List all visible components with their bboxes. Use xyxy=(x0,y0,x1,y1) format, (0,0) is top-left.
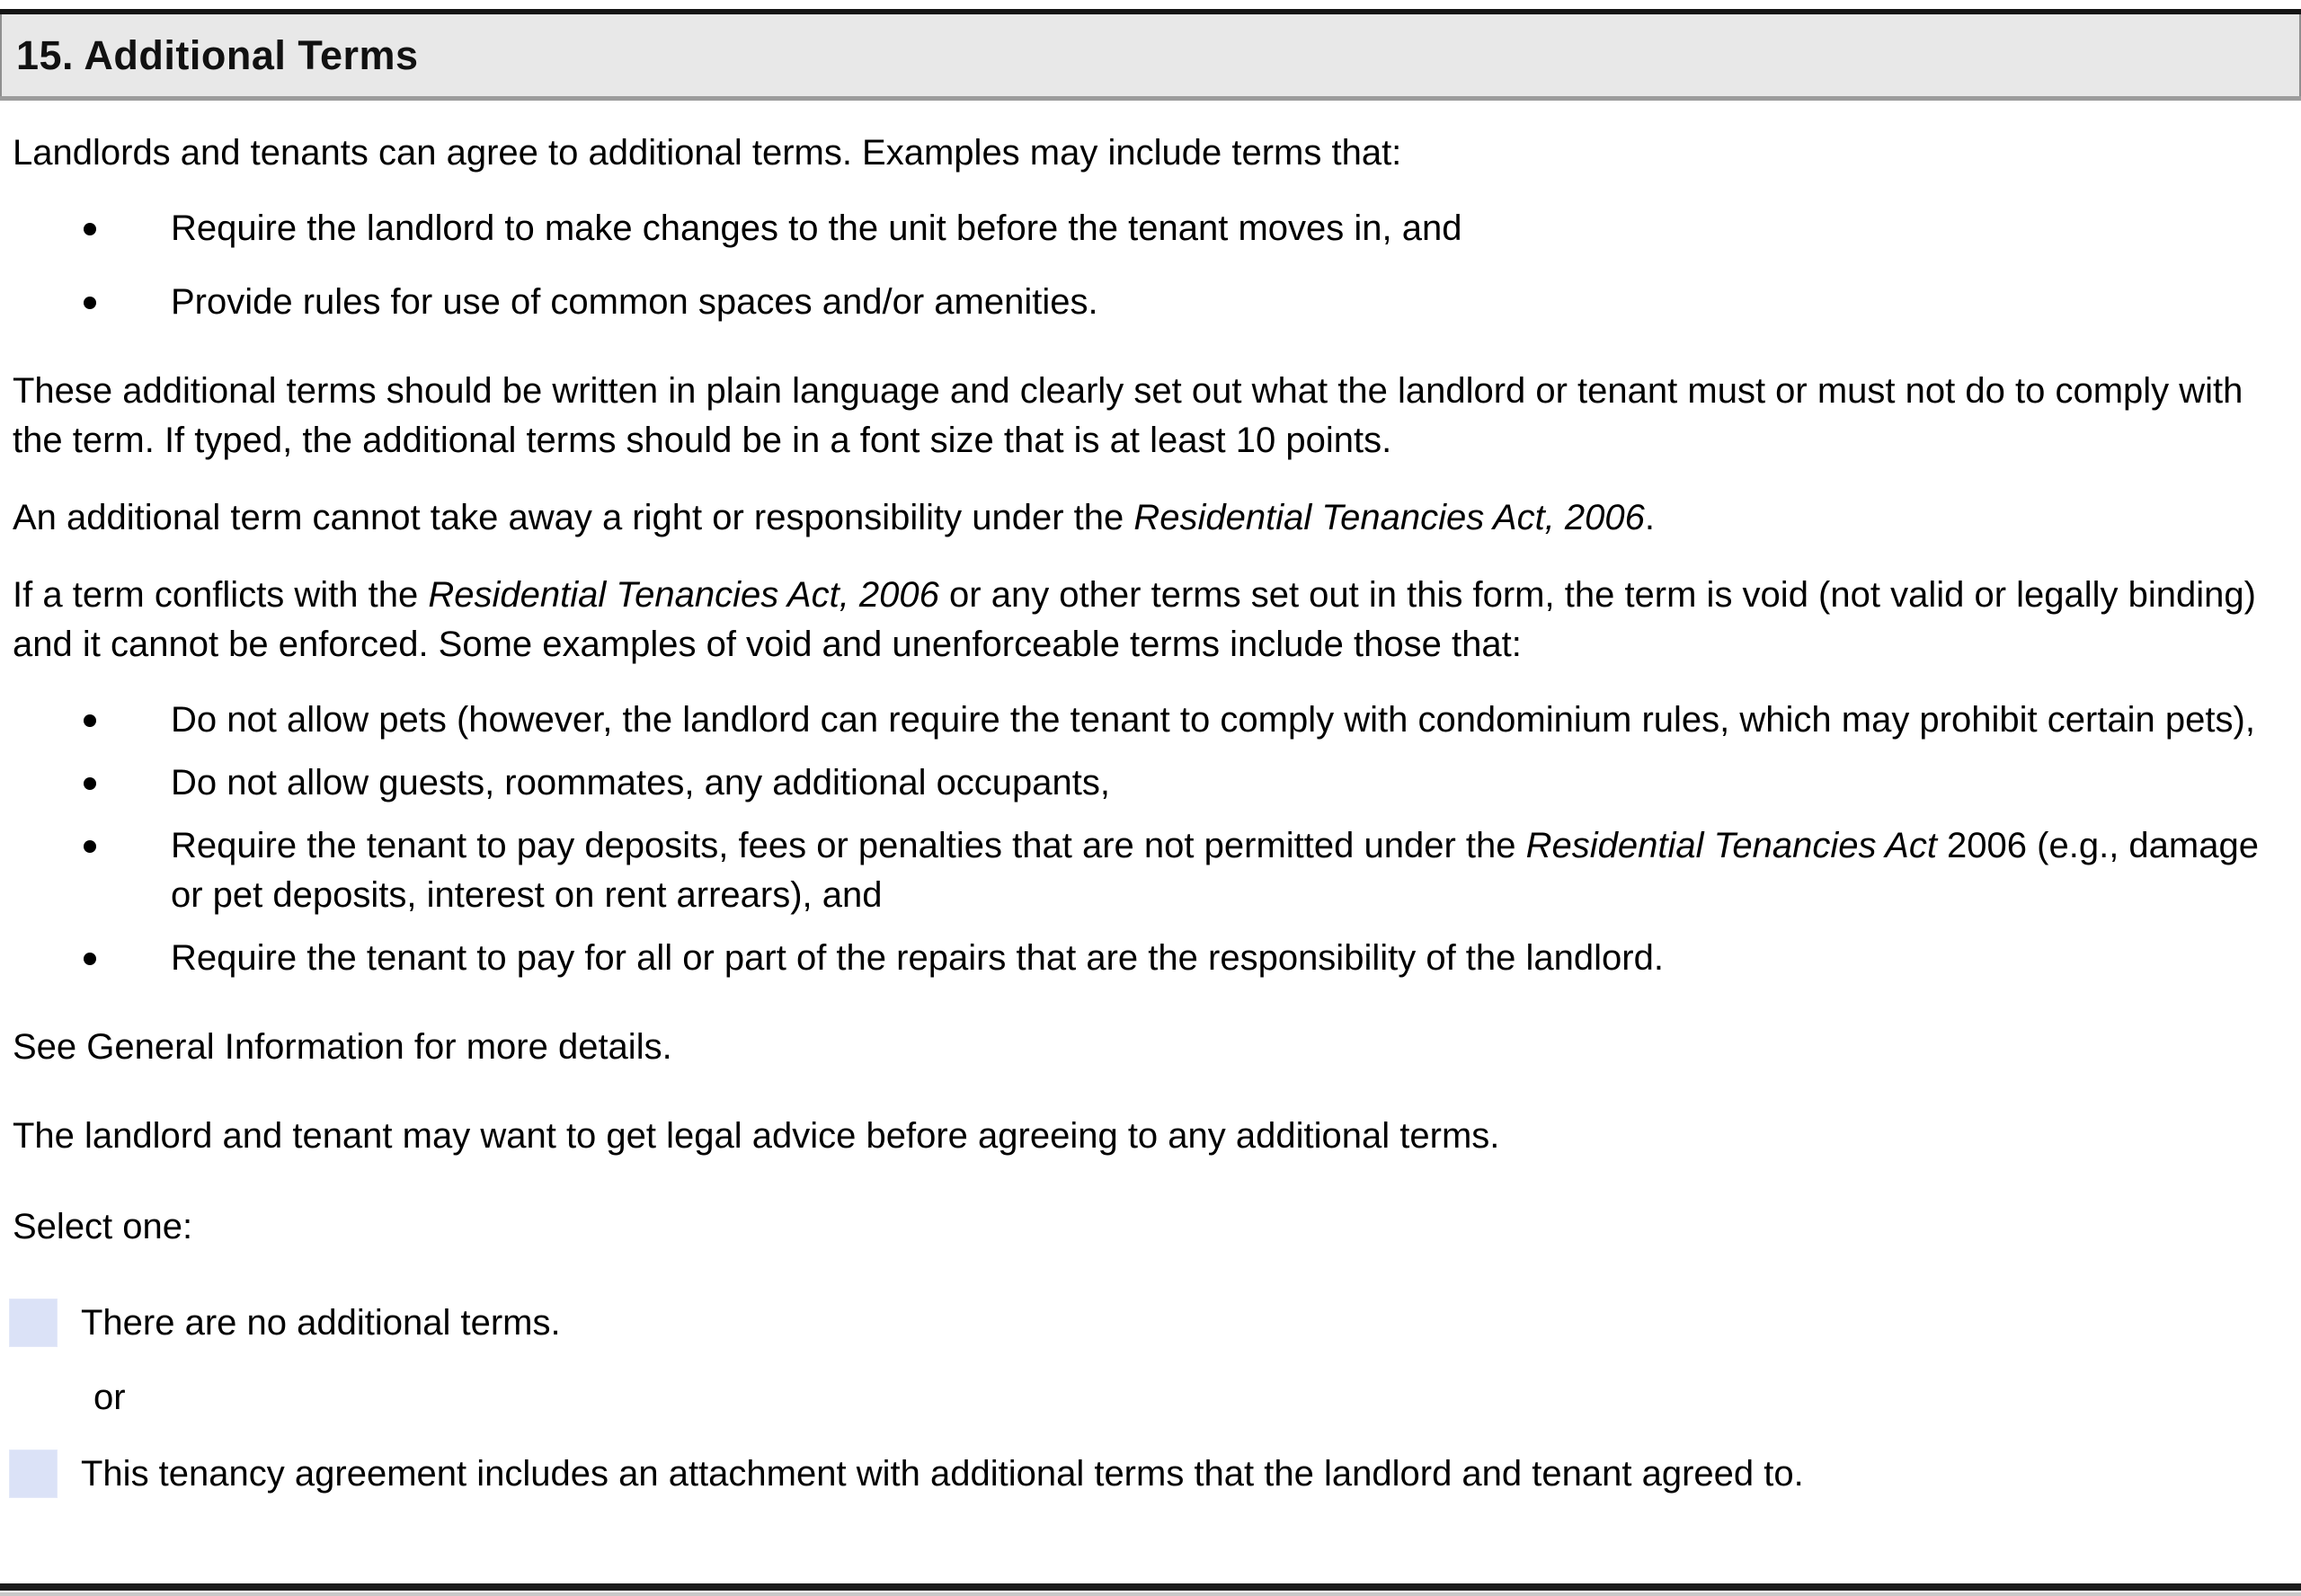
bullet-icon xyxy=(84,223,96,235)
checkbox-no-additional-terms[interactable] xyxy=(9,1299,58,1347)
see-general-info-paragraph: See General Information for more details. xyxy=(13,1027,672,1067)
option-label: There are no additional terms. xyxy=(81,1303,561,1343)
option-attachment-terms xyxy=(13,1450,2288,1499)
bullet-icon xyxy=(84,840,96,853)
cannot-take-away-paragraph xyxy=(13,493,2288,543)
legal-advice-paragraph: The landlord and tenant may want to get legal advice before agreeing to any additional terms. xyxy=(13,1116,1500,1156)
list-item xyxy=(171,758,2288,808)
section-body xyxy=(0,129,2301,1499)
bottom-divider-black xyxy=(0,1583,2301,1591)
intro-paragraph: Landlords and tenants can agree to additional terms. Examples may include terms that: xyxy=(13,133,1402,173)
list-item-text: Do not allow pets (however, the landlord can require the tenant to comply with condominium rules, which may prohibit certain pets), xyxy=(171,700,2255,740)
paragraph-text: or any other terms set out in this form, the term is void (not valid or legally binding) and it cannot be enforced. Some examples of void and unenforceable terms include those that: xyxy=(13,575,2256,664)
act-reference: Residential Tenancies Act, 2006 xyxy=(428,575,939,615)
conflict-paragraph xyxy=(13,571,2288,669)
bullet-icon xyxy=(84,297,96,309)
list-item-text: Do not allow guests, roommates, any additional occupants, xyxy=(171,763,1111,802)
list-item-text: Require the tenant to pay for all or part of the repairs that are the responsibility of the landlord. xyxy=(171,938,1664,978)
list-item-text: Require the landlord to make changes to the unit before the tenant moves in, and xyxy=(171,208,1462,248)
act-reference: Residential Tenancies Act, 2006 xyxy=(1133,498,1645,537)
list-item-text: Require the tenant to pay deposits, fees or penalties that are not permitted under the xyxy=(171,826,1526,865)
plain-language-paragraph: These additional terms should be written in plain language and clearly set out what the landlord or tenant must or must not do to comply with the term. If typed, the additional terms should be in a font size that is at least 10 points. xyxy=(13,371,2243,460)
section-title: 15. Additional Terms xyxy=(16,31,419,78)
list-item xyxy=(171,934,2288,983)
header-divider xyxy=(0,96,2301,101)
option-no-additional-terms xyxy=(13,1299,2288,1348)
bullet-icon xyxy=(84,714,96,727)
checkbox-attachment-terms[interactable] xyxy=(9,1450,58,1498)
paragraph-text: If a term conflicts with the xyxy=(13,575,429,615)
example-terms-list xyxy=(13,204,2288,327)
list-item xyxy=(171,821,2288,920)
void-terms-list xyxy=(13,696,2288,983)
bottom-divider-gray xyxy=(0,1591,2301,1596)
paragraph-text: An additional term cannot take away a right or responsibility under the xyxy=(13,498,1134,537)
bottom-divider xyxy=(0,1583,2301,1596)
option-label: This tenancy agreement includes an attachment with additional terms that the landlord and tenant agreed to. xyxy=(81,1454,1804,1494)
section-header xyxy=(0,14,2301,96)
paragraph-text: . xyxy=(1644,498,1656,537)
list-item-text: 2006 (e.g., damage or pet deposits, interest on rent arrears), and xyxy=(171,826,2259,915)
list-item xyxy=(171,278,2288,327)
list-item xyxy=(171,204,2288,253)
or-label: or xyxy=(93,1378,126,1417)
list-item xyxy=(171,696,2288,745)
bullet-icon xyxy=(84,953,96,965)
select-one-label: Select one: xyxy=(13,1207,193,1246)
act-reference: Residential Tenancies Act xyxy=(1525,826,1937,865)
bullet-icon xyxy=(84,777,96,790)
list-item-text: Provide rules for use of common spaces and/or amenities. xyxy=(171,282,1098,322)
